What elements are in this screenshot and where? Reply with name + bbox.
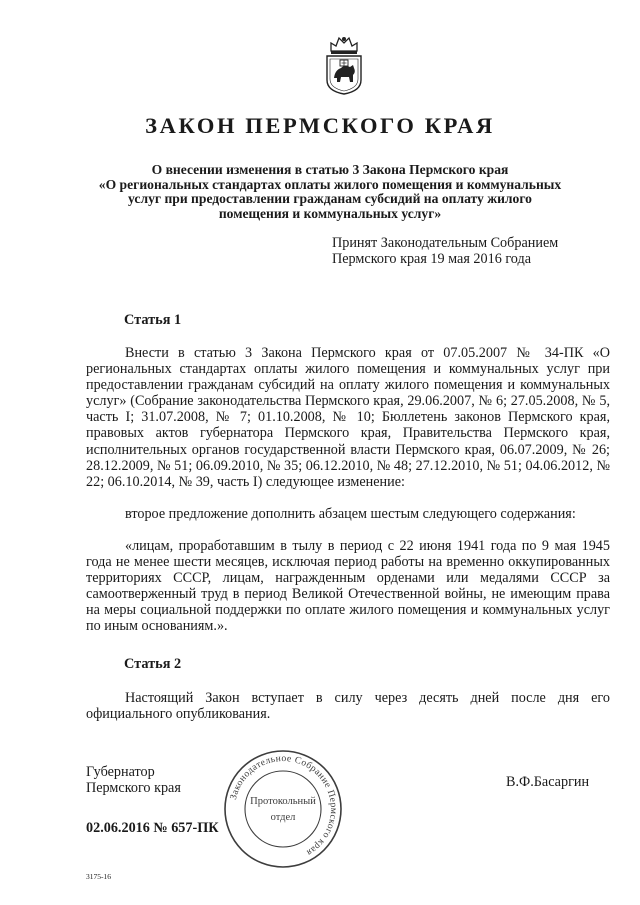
article-2-body: Настоящий Закон вступает в силу через десять дней после дня его официального опубликования. xyxy=(86,690,610,723)
law-title: ЗАКОН ПЕРМСКОГО КРАЯ xyxy=(145,113,495,138)
adoption-line: Пермского края 19 мая 2016 года xyxy=(332,251,531,267)
subtitle-line: услуг при предоставлении гражданам субсидий на оплату жилого xyxy=(128,191,532,206)
governor-title-line: Пермского края xyxy=(86,780,181,796)
perm-krai-coat-of-arms-icon xyxy=(322,34,366,96)
law-subtitle xyxy=(80,163,580,221)
adoption-line: Принят Законодательным Собранием xyxy=(332,235,559,251)
governor-title-line: Губернатор xyxy=(86,764,155,780)
article-1-amendment-intro: второе предложение дополнить абзацем шестым следующего содержания: xyxy=(125,506,576,522)
date-and-number: 02.06.2016 № 657-ПК xyxy=(86,820,219,836)
subtitle-line: помещения и коммунальных услуг» xyxy=(218,205,442,221)
stamp-icon xyxy=(222,748,344,870)
governor-title xyxy=(86,764,181,796)
subtitle-line: «О региональных стандартах оплаты жилого помещения и коммунальных xyxy=(98,176,562,192)
stamp-outer-ring xyxy=(225,751,341,867)
article-2-heading: Статья 2 xyxy=(124,656,182,672)
stamp-ring-text: Законодательное Собрание Пермского края xyxy=(228,752,340,859)
subtitle-line: О внесении изменения в статью 3 Закона Пермского края xyxy=(151,162,509,177)
article-1-heading: Статья 1 xyxy=(124,312,182,328)
stamp-center-line: Протокольный xyxy=(250,796,316,807)
adoption-note xyxy=(332,235,558,267)
article-1-body: Внести в статью 3 Закона Пермского края от 07.05.2007 № 34-ПК «О региональных стандартах оплаты жилого помещения и коммунальных услуг при предоставлении гражданам субсидий на оплату жилого помещения и коммунальных услуг» (Собрание законодательства Пермского края, 29.06.2007, № 6; 27.05.2008, № 5, часть I; 31.07.2008, № 7; 01.10.2008, № 10; Бюллетень законов Пермского края, правовых актов губернатора Пермского края, Правительства Пермского края, исполнительных органов государственной власти Пермского края, 06.07.2009, № 26; 28.12.2009, № 51; 06.09.2010, № 35; 06.12.2010, № 48; 27.12.2010, № 51; 04.06.2012, № 22; 06.10.2014, № 39, часть I) следующее изменение: xyxy=(86,345,610,490)
stamp-center-line: отдел xyxy=(270,812,296,823)
document-code: 3175-16 xyxy=(86,872,111,881)
stamp-inner-ring xyxy=(245,771,321,847)
signer-name: В.Ф.Басаргин xyxy=(506,774,590,790)
article-1-amendment-text: «лицам, проработавшим в тылу в период с 22 июня 1941 года по 9 мая 1945 года не менее шести месяцев, исключая период работы на временно оккупированных территориях СССР, лицам, награжденным орденами или медалями СССР за самоотверженный труд в период Великой Отечественной войны, не имеющим права на меры социальной поддержки по оплате жилого помещения и коммунальных услуг по иным основаниям.». xyxy=(86,538,610,635)
